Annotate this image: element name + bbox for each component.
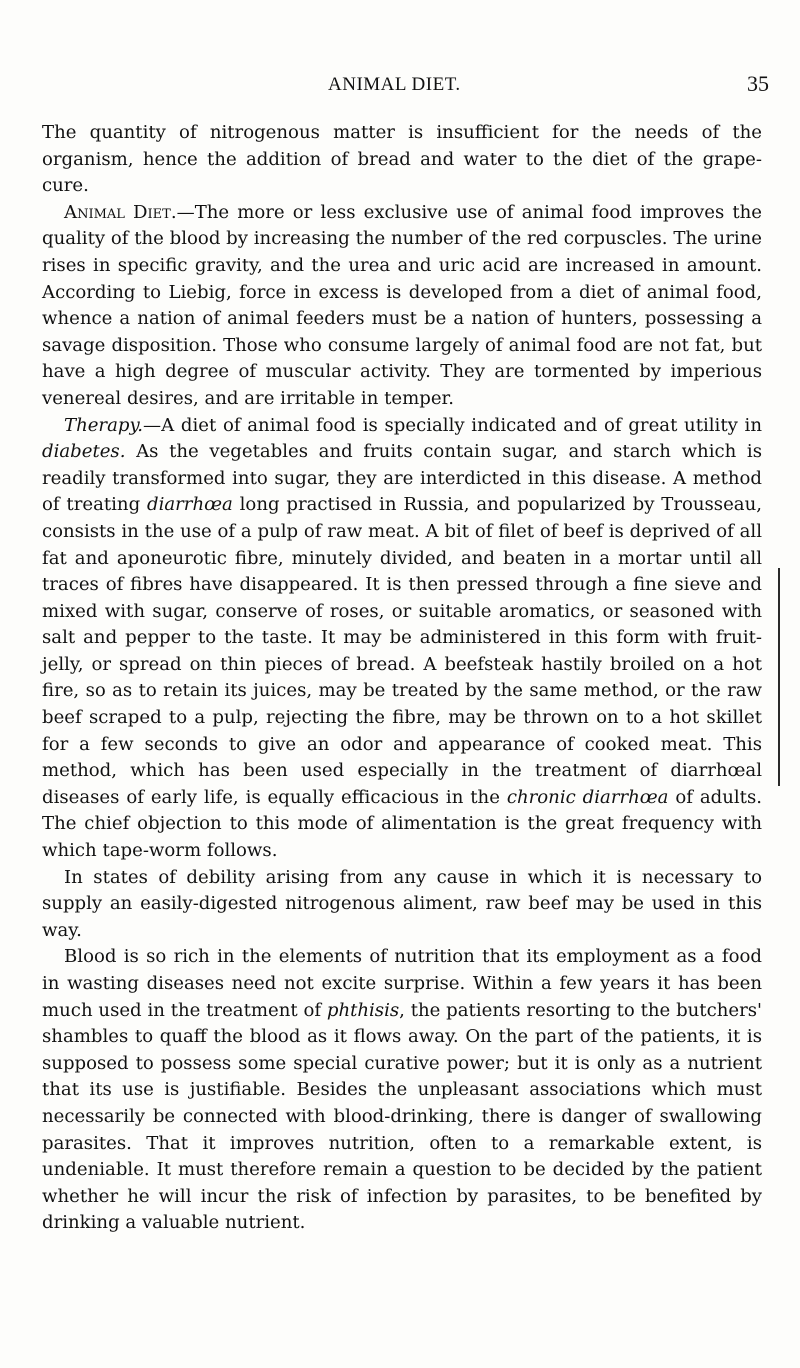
paragraph-text: The quantity of nitrogenous matter is insufficient for the needs of the organism, hence the addition of bread and water to the diet of the grape-cure. — [42, 122, 762, 197]
paragraph-text: In states of debility arising from any cause in which it is necessary to supply an easily-digested nitrogenous aliment, raw beef may be used in this way. — [42, 866, 762, 941]
paragraph-animal-diet — [42, 200, 762, 413]
margin-scan-mark — [778, 568, 780, 786]
paragraph-debility — [42, 865, 762, 945]
paragraph-text: As the vegetables and fruits contain sugar, and starch which is readily transformed into sugar, they are interdicted in this disease. A method of treating — [42, 441, 762, 516]
italic-term: phthisis — [326, 999, 400, 1021]
italic-term: diabetes. — [42, 441, 126, 463]
paragraph-text: of adults. The chief objection to this mode of alimentation is the great frequency with which tape-worm follows. — [42, 786, 762, 862]
text-body — [42, 120, 762, 1237]
running-head — [0, 0, 800, 64]
paragraph-grape-cure — [42, 120, 762, 200]
paragraph-text: —The more or less exclusive use of animal food improves the quality of the blood by increasing the number of the red corpuscles. The urine rises in specific gravity, and the urea and uric acid are increased in amount. According to Liebig, force in excess is developed from a diet of animal food, whence a nation of animal feeders must be a nation of hunters, possessing a savage disposition. Those who consume largely of animal food are not fat, but have a high degree of muscular activity. They are tormented by imperious venereal desires, and are irritable in temper. — [42, 201, 762, 409]
paragraph-blood — [42, 944, 762, 1237]
paragraph-text: —A diet of animal food is specially indicated and of great utility in — [143, 414, 762, 436]
italic-term: diarrhœa — [147, 494, 233, 516]
italic-term: chronic diarrhœa — [506, 786, 669, 808]
page-number: 35 — [747, 71, 769, 96]
section-heading-animal-diet: Animal Diet. — [64, 201, 177, 223]
paragraph-text: , the patients resorting to the butchers' shambles to quaff the blood as it flows away. On the part of the patients, it is supposed to possess some special curative power; but it is only as a nutrient that its use is justifiable. Besides the unpleasant associations which must necessarily be connected with blood-drinking, there is danger of swallowing parasites. That it improves nutrition, often to a remarkable extent, is undeniable. It must therefore remain a question to be decided by the patient whether he will incur the risk of infection by parasites, to be benefited by drinking a valuable nutrient. — [42, 999, 762, 1234]
paragraph-therapy — [42, 413, 762, 865]
section-heading-therapy: Therapy. — [64, 414, 144, 436]
paragraph-text: Blood is so rich in the elements of nutrition that its employment as a food in wasting diseases need not excite surprise. Within a few years it has been much used in the treatment of — [42, 946, 762, 1021]
paragraph-text: long practised in Russia, and popularized by Trousseau, consists in the use of a pulp of raw meat. A bit of filet of beef is deprived of all fat and aponeurotic fibre, minutely divided, and beaten in a mortar until all traces of fibres have disappeared. It is then pressed through a fine sieve and mixed with sugar, conserve of roses, or suitable aromatics, or seasoned with salt and pepper to the taste. It may be administered in this form with fruit-jelly, or spread on thin pieces of bread. A beefsteak hastily broiled on a hot fire, so as to retain its juices, may be treated by the same method, or the raw beef scraped to a pulp, rejecting the fibre, may be thrown on to a hot skillet for a few seconds to give an odor and appearance of cooked meat. This method, which has been used especially in the treatment of diarrhœal diseases of early life, is equally efficacious in the — [42, 494, 762, 808]
running-head-title: ANIMAL DIET. — [328, 74, 461, 95]
